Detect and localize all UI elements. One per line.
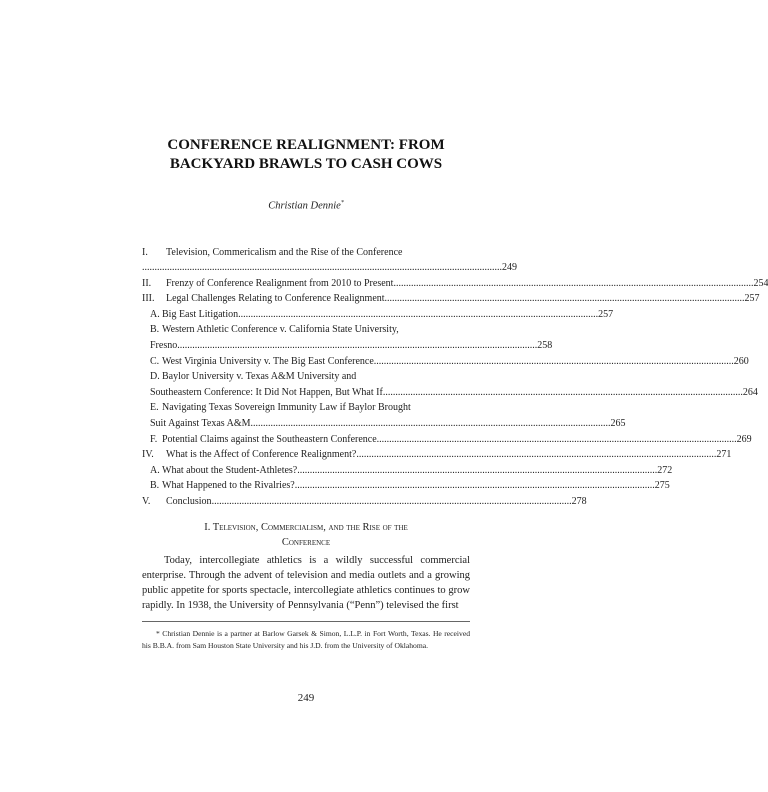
toc-page: 264 [742,386,758,398]
toc-entry [142,276,768,292]
toc-text: Potential Claims against the Southeastern Conference [162,433,377,445]
toc-page: 272 [657,464,673,476]
toc-entry-cont [142,338,553,354]
author-line [142,196,470,214]
toc-entry-cont [142,416,626,432]
toc-number: B. [150,480,160,492]
toc-number: C. [150,355,160,367]
toc-text: Legal Challenges Relating to Conference Realignment [166,293,385,305]
table-of-contents [142,245,768,510]
article-title [100,136,512,174]
toc-number: III. [142,293,155,305]
toc-leader [297,463,657,479]
toc-entry [142,354,749,370]
title-line-2: BACKYARD BRAWLS TO CASH COWS [169,156,443,172]
toc-entry [142,369,470,385]
section-heading [142,520,470,550]
footnote-divider [142,621,470,622]
toc-page: 265 [610,418,626,430]
toc-entry [142,463,673,479]
toc-text: Conclusion [166,496,212,507]
toc-entry [142,432,752,448]
toc-text: What about the Student-Athletes? [162,464,298,476]
body-paragraph: Today, intercollegiate athletics is a wildly successful commercial enterprise. Through the advent of television and media outlets and a growing public appetite for sports spectacle, intercollegiate athletics continues to grow rapidly. In 1938, the University of Pennsylvania (“Penn”) televised the first [142,554,470,611]
toc-number: I. [142,246,148,258]
toc-text: Frenzy of Conference Realignment from 2010 to Present [166,277,394,289]
toc-leader [295,478,655,494]
page-number: 249 [297,691,315,704]
toc-page: 254 [753,277,768,289]
section-heading-line-2: Conference [281,536,331,548]
toc-page: 269 [736,433,752,445]
toc-page: 275 [654,480,670,492]
toc-text: What is the Affect of Conference Realignment? [166,449,357,461]
toc-text: What Happened to the Rivalries? [162,480,295,492]
toc-page: 249 [502,262,517,274]
toc-text: Western Athletic Conference v. California State University, [162,324,399,336]
toc-text: Fresno [150,340,178,352]
toc-leader [251,416,611,432]
toc-number: E. [150,402,159,414]
toc-page: 258 [537,340,553,352]
toc-leader [356,447,716,463]
toc-entry [142,400,470,416]
toc-leader [385,291,745,307]
title-line-1: CONFERENCE REALIGNMENT: FROM [167,137,445,153]
toc-entry [142,447,732,463]
toc-entry [142,322,470,338]
toc-number: B. [150,324,160,336]
section-heading-line-1: I. Television, Commercialism, and the Rise of the [204,521,408,533]
toc-entry [142,291,760,307]
toc-page: 271 [716,449,732,461]
toc-leader [212,494,572,510]
footnote-marker: * [340,200,344,206]
author-name: Christian Dennie [268,200,341,212]
toc-number: A. [150,464,160,476]
toc-entry-cont [142,260,517,276]
toc-page: 260 [733,355,749,367]
page [142,0,768,704]
toc-entry [142,494,587,510]
toc-leader [142,260,502,276]
footnote-text: * Christian Dennie is a partner at Barlow Garsek & Simon, L.L.P. in Fort Worth, Texas. He received his B.B.A. from Sam Houston State University and his J.D. from the University of Oklahoma. [142,628,470,650]
toc-number: II. [142,277,152,289]
toc-text: West Virginia University v. The Big East Conference [162,355,374,367]
toc-number: V. [142,496,151,507]
toc-leader [377,432,737,448]
toc-leader [177,338,537,354]
toc-leader [383,385,743,401]
toc-page: 257 [744,293,760,305]
toc-text: Television, Commericalism and the Rise of the Conference [166,246,403,258]
toc-text: Navigating Texas Sovereign Immunity Law if Baylor Brought [162,402,411,414]
toc-entry-cont [142,385,758,401]
toc-leader [374,354,734,370]
toc-text: Southeastern Conference: It Did Not Happen, But What If [150,386,383,398]
toc-leader [393,276,753,292]
toc-leader [238,307,598,323]
body-text [142,553,470,613]
toc-number: A. [150,308,160,320]
footnote [142,628,470,652]
toc-number: IV. [142,449,154,461]
toc-number: D. [150,371,160,383]
toc-text: Baylor University v. Texas A&M University and [162,371,357,383]
toc-number: F. [150,433,158,445]
toc-text: Big East Litigation [162,308,239,320]
toc-page: 278 [571,496,587,507]
toc-page: 257 [598,308,614,320]
toc-entry [142,245,470,261]
toc-text: Suit Against Texas A&M [150,418,251,430]
toc-entry [142,307,614,323]
toc-entry [142,478,670,494]
